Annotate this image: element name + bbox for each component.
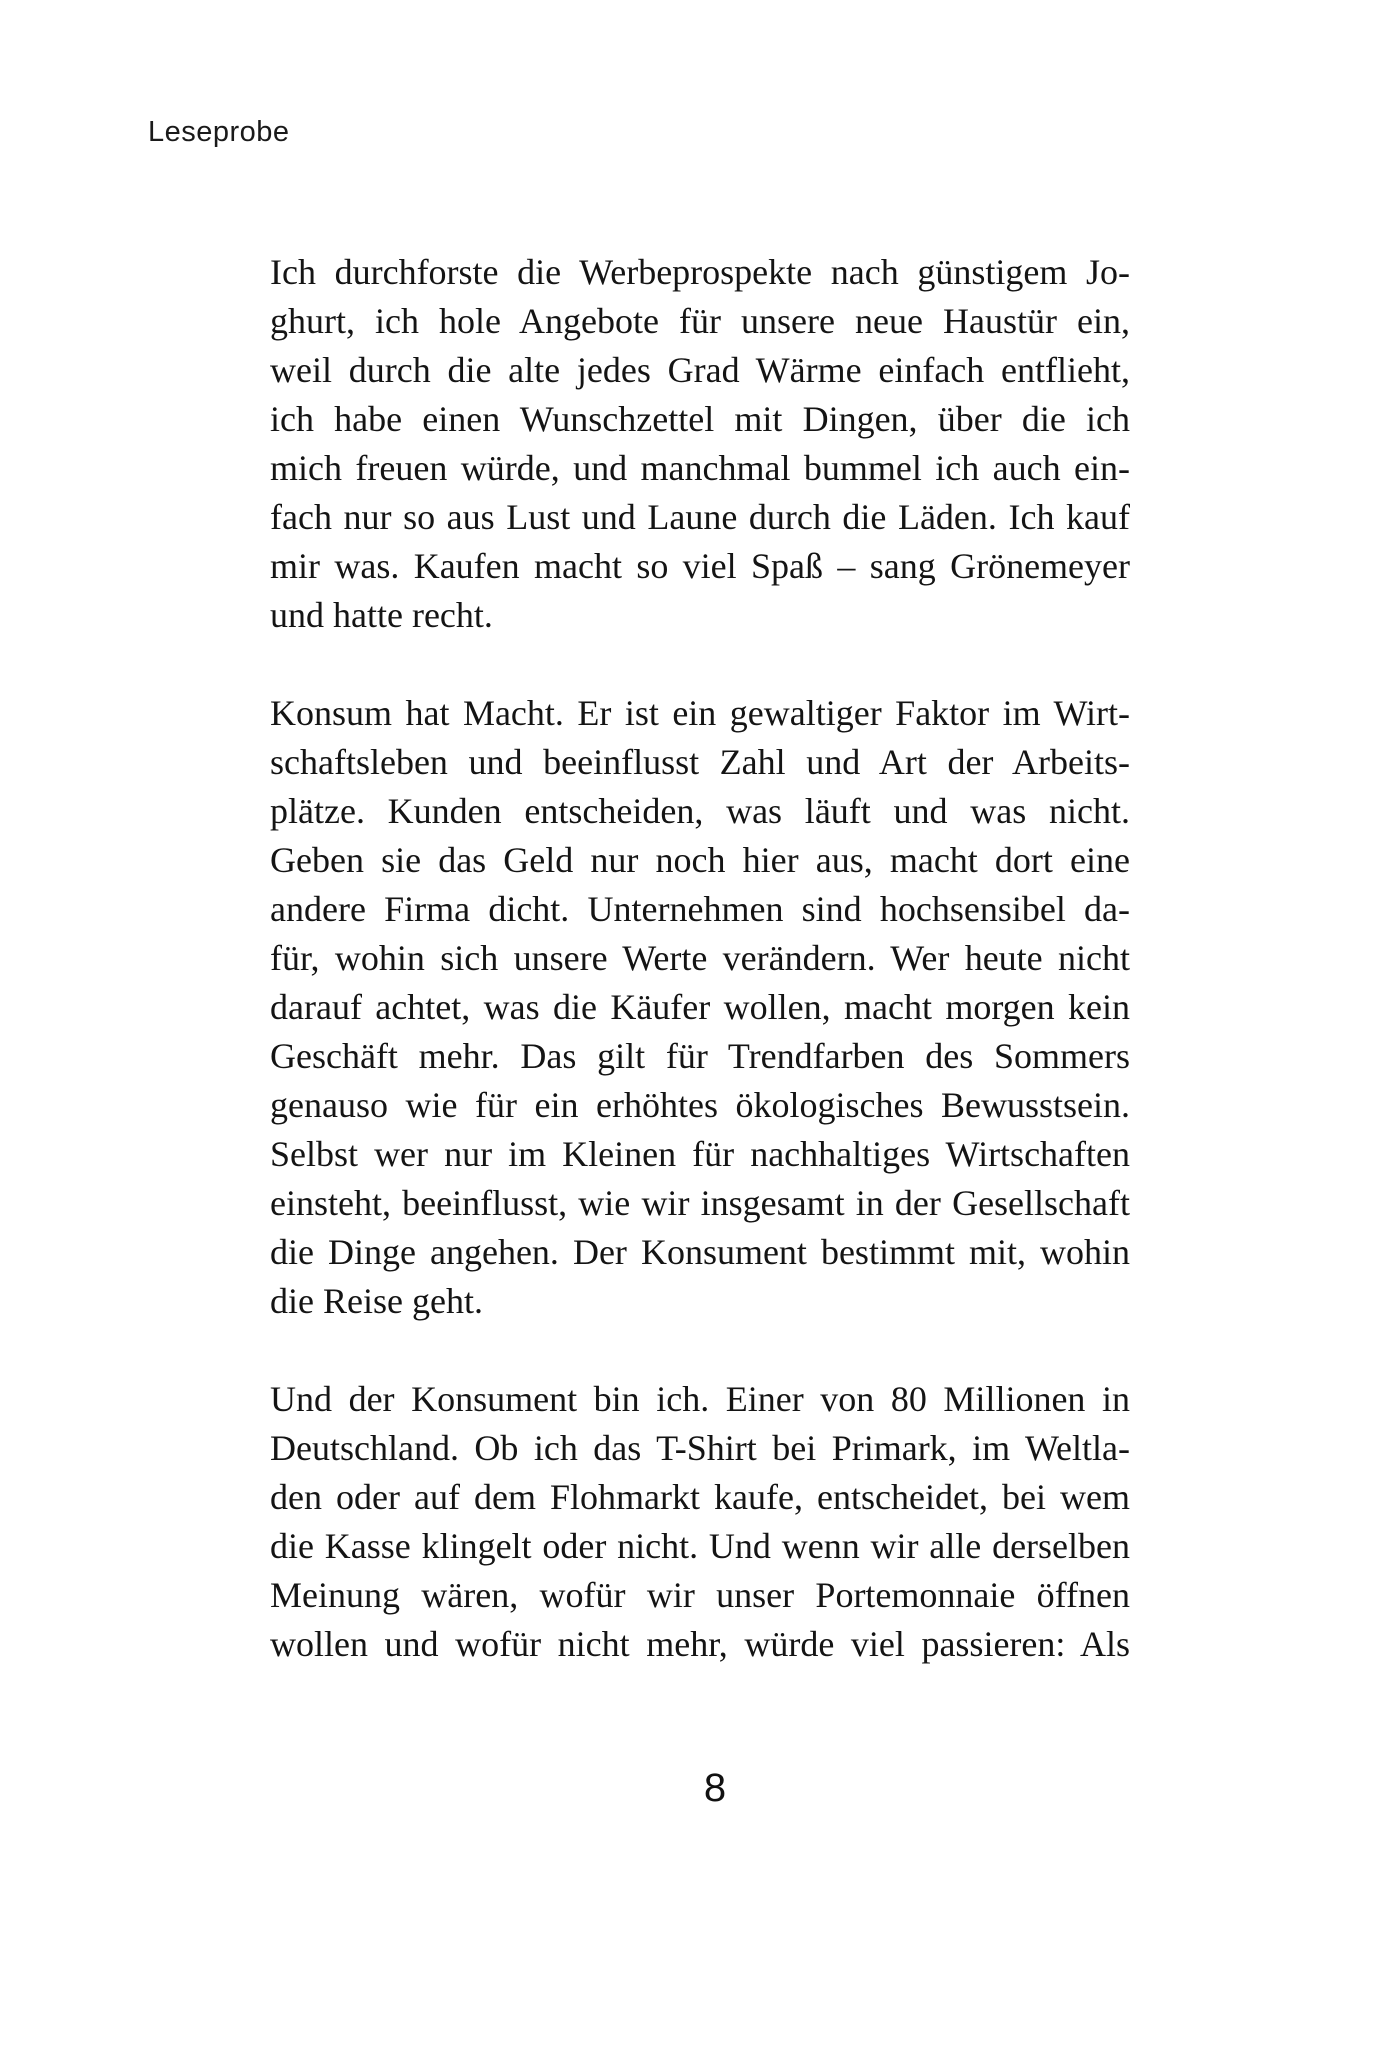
text-line: genauso wie für ein erhöhtes ökologisches Bewusstsein.	[270, 1085, 1130, 1125]
text-line: den oder auf dem Flohmarkt kaufe, entscheidet, bei wem	[270, 1477, 1130, 1517]
paragraph	[270, 689, 1130, 1326]
text-line: Und der Konsument bin ich. Einer von 80 Millionen in	[270, 1379, 1130, 1419]
text-line: mich freuen würde, und manchmal bummel ich auch ein-	[270, 448, 1130, 488]
text-line: und hatte recht.	[270, 595, 493, 635]
text-line: mir was. Kaufen macht so viel Spaß – sang Grönemeyer	[270, 546, 1130, 586]
text-line: ghurt, ich hole Angebote für unsere neue Haustür ein,	[270, 301, 1130, 341]
text-line: Geschäft mehr. Das gilt für Trendfarben des Sommers	[270, 1036, 1130, 1076]
paragraph	[270, 1375, 1130, 1669]
text-line: fach nur so aus Lust und Laune durch die Läden. Ich kauf	[270, 497, 1130, 537]
text-line: darauf achtet, was die Käufer wollen, macht morgen kein	[270, 987, 1130, 1027]
text-line: wollen und wofür nicht mehr, würde viel passieren: Als	[270, 1624, 1130, 1664]
header-label: Leseprobe	[148, 116, 290, 148]
text-line: schaftsleben und beeinflusst Zahl und Art der Arbeits-	[270, 742, 1130, 782]
text-line: Selbst wer nur im Kleinen für nachhaltiges Wirtschaften	[270, 1134, 1130, 1174]
text-line: die Dinge angehen. Der Konsument bestimmt mit, wohin	[270, 1232, 1130, 1272]
text-line: Ich durchforste die Werbeprospekte nach günstigem Jo-	[270, 252, 1130, 292]
text-line: Deutschland. Ob ich das T-Shirt bei Primark, im Weltla-	[270, 1428, 1130, 1468]
text-line: weil durch die alte jedes Grad Wärme einfach entflieht,	[270, 350, 1130, 390]
text-line: die Reise geht.	[270, 1281, 483, 1321]
text-block	[270, 248, 1130, 1669]
page-number: 8	[703, 1766, 727, 1810]
text-line: Geben sie das Geld nur noch hier aus, macht dort eine	[270, 840, 1130, 880]
paragraph	[270, 248, 1130, 640]
text-line: für, wohin sich unsere Werte verändern. Wer heute nicht	[270, 938, 1130, 978]
text-line: ich habe einen Wunschzettel mit Dingen, über die ich	[270, 399, 1130, 439]
text-line: Konsum hat Macht. Er ist ein gewaltiger Faktor im Wirt-	[270, 693, 1130, 733]
text-line: andere Firma dicht. Unternehmen sind hochsensibel da-	[270, 889, 1130, 929]
text-line: die Kasse klingelt oder nicht. Und wenn wir alle derselben	[270, 1526, 1130, 1566]
text-line: plätze. Kunden entscheiden, was läuft und was nicht.	[270, 791, 1130, 831]
text-line: Meinung wären, wofür wir unser Portemonnaie öffnen	[270, 1575, 1130, 1615]
text-line: einsteht, beeinflusst, wie wir insgesamt in der Gesellschaft	[270, 1183, 1130, 1223]
